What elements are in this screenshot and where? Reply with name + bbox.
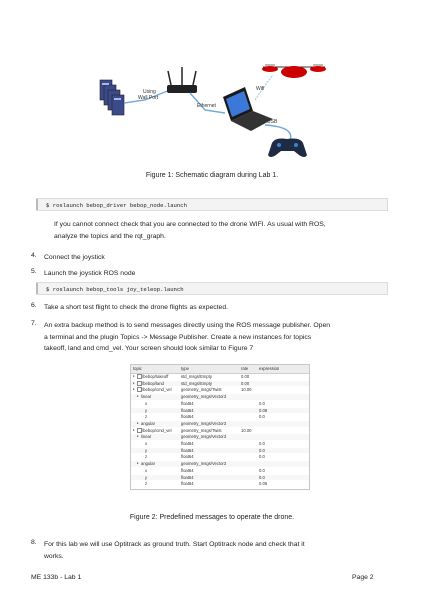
cell-topic: y xyxy=(145,474,148,480)
item-line: An extra backup method is to send messages directly using the ROS message publisher. Open xyxy=(44,322,331,329)
item-test-flight: Take a short test flight to check the drone flights as expected. xyxy=(44,304,228,311)
column-header-expression[interactable]: expression xyxy=(259,366,280,371)
table-row[interactable] xyxy=(131,468,309,474)
item-optitrack xyxy=(44,539,394,562)
cell-topic: y xyxy=(145,447,148,453)
cell-topic: angular xyxy=(141,461,155,467)
expand-arrow-icon[interactable]: ▸ xyxy=(137,434,139,439)
cell-type: float64 xyxy=(181,447,194,453)
code-gutter xyxy=(36,283,38,294)
server-stack-icon xyxy=(100,80,124,115)
cell-type: geometry_msgs/Vector3 xyxy=(181,434,227,440)
code-gutter xyxy=(36,199,38,210)
cell-type: float64 xyxy=(181,414,194,420)
cell-expression[interactable]: 0.0 xyxy=(259,414,265,420)
cell-topic: /bebop/land xyxy=(142,380,164,386)
code-block-joy-teleop xyxy=(36,282,388,295)
table-row[interactable] xyxy=(131,414,309,420)
cell-type: float64 xyxy=(181,441,194,446)
cell-expression[interactable]: 0.0 xyxy=(259,454,265,460)
label-usb: USB xyxy=(267,119,278,125)
table-row[interactable] xyxy=(131,387,309,393)
item-number: 6. xyxy=(31,302,37,309)
code-text: $ roslaunch bebop_tools joy_teleop.launch xyxy=(46,286,184,293)
item-line: works. xyxy=(44,552,64,560)
item-number: 5. xyxy=(31,268,37,275)
cell-type: geometry_msgs/Twist xyxy=(181,427,222,433)
column-header-type[interactable]: type xyxy=(181,366,189,371)
table-row[interactable] xyxy=(131,421,309,427)
cell-type: float64 xyxy=(181,467,194,473)
cell-topic: /bebop/cmd_vel xyxy=(142,387,172,393)
table-row[interactable] xyxy=(131,401,309,407)
expand-arrow-icon[interactable]: ▸ xyxy=(137,394,139,399)
paragraph-line: analyze the topics and the rqt_graph. xyxy=(54,232,166,240)
code-block-bebop-driver xyxy=(36,198,388,211)
item-line: takeoff, land and cmd_vel. Your screen should look similar to Figure 7 xyxy=(44,345,254,352)
router-icon xyxy=(167,67,197,93)
item-line: a terminal and the plugin Topics -> Message Publisher. Create a new instances for topics xyxy=(44,333,312,341)
cell-topic: angular xyxy=(141,420,155,426)
item-line: For this lab we will use Optitrack as ground truth. Start Optitrack node and check that it xyxy=(44,541,305,548)
figure1-caption: Figure 1: Schematic diagram during Lab 1. xyxy=(145,172,279,179)
column-header-rate[interactable]: rate xyxy=(241,366,249,371)
cell-expression[interactable]: 0.08 xyxy=(259,407,268,413)
cell-topic: z xyxy=(145,481,148,487)
table-row[interactable] xyxy=(131,461,309,467)
cell-rate: 10.00 xyxy=(241,387,252,393)
cell-topic: x xyxy=(145,467,148,473)
table-row[interactable] xyxy=(131,394,309,400)
expand-arrow-icon[interactable]: ▸ xyxy=(137,461,139,466)
cell-type: float64 xyxy=(181,474,194,480)
footer-page-number: Page 2 xyxy=(352,574,374,581)
cell-type: float64 xyxy=(181,400,194,406)
gamepad-icon xyxy=(268,139,307,158)
table-row[interactable] xyxy=(131,454,309,460)
cell-topic: /bebop/takeoff xyxy=(142,374,169,379)
cell-expression[interactable]: 0.0 xyxy=(259,400,265,406)
message-publisher-table[interactable] xyxy=(130,364,310,490)
cell-topic: x xyxy=(145,400,148,406)
item-connect-joystick: Connect the joystick xyxy=(44,254,105,261)
expand-arrow-icon[interactable]: ▸ xyxy=(133,427,135,432)
cell-type: float64 xyxy=(181,454,194,460)
item-backup-method xyxy=(44,320,394,355)
table-row[interactable] xyxy=(131,434,309,440)
label-ethernet: Ethernet xyxy=(197,103,216,109)
cell-expression[interactable]: 0.0 xyxy=(259,441,265,446)
network-diagram xyxy=(95,55,335,167)
expand-arrow-icon[interactable]: ▸ xyxy=(133,374,135,378)
paragraph-connect-check xyxy=(54,219,394,242)
cell-type: geometry_msgs/Vector3 xyxy=(181,420,227,426)
cell-topic: /bebop/cmd_vel xyxy=(142,427,172,433)
cell-type: std_msgs/Empty xyxy=(181,380,212,386)
table-row[interactable] xyxy=(131,475,309,481)
table-row[interactable] xyxy=(131,381,309,387)
item-number: 7. xyxy=(31,320,37,327)
label-wifi: Wifi xyxy=(256,86,265,92)
cell-topic: z xyxy=(145,454,148,460)
cell-topic: linear xyxy=(141,394,152,400)
paragraph-line: If you cannot connect check that you are connected to the drone WIFI. As usual with ROS, xyxy=(54,221,326,228)
cell-expression[interactable]: 0.05 xyxy=(259,481,268,487)
label-wall-port: Wall Port xyxy=(138,95,159,101)
cell-expression[interactable]: 0.0 xyxy=(259,447,265,453)
code-text: $ roslaunch bebop_driver bebop_node.launch xyxy=(46,202,187,209)
cell-topic: x xyxy=(145,441,148,446)
cell-rate: 0.00 xyxy=(241,374,250,379)
table-row[interactable] xyxy=(131,441,309,447)
table-header xyxy=(131,365,309,374)
cell-rate: 10.00 xyxy=(241,427,252,433)
expand-arrow-icon[interactable]: ▸ xyxy=(133,387,135,392)
table-row[interactable] xyxy=(131,481,309,487)
column-header-topic[interactable]: topic xyxy=(133,366,142,371)
expand-arrow-icon[interactable]: ▸ xyxy=(137,420,139,425)
cell-type: geometry_msgs/Vector3 xyxy=(181,461,227,467)
cell-type: float64 xyxy=(181,407,194,413)
cell-expression[interactable]: 0.0 xyxy=(259,467,265,473)
cell-type: geometry_msgs/Vector3 xyxy=(181,394,227,400)
cell-type: std_msgs/Empty xyxy=(181,374,212,379)
table-row[interactable] xyxy=(131,408,309,414)
cell-topic: y xyxy=(145,407,148,413)
cell-type: float64 xyxy=(181,481,194,487)
cell-expression[interactable]: 0.0 xyxy=(259,474,265,480)
item-launch-joystick: Launch the joystick ROS node xyxy=(44,270,136,277)
item-number: 4. xyxy=(31,252,37,259)
cell-type: geometry_msgs/Twist xyxy=(181,387,222,393)
cell-topic: linear xyxy=(141,434,152,440)
table-row[interactable] xyxy=(131,428,309,434)
table-row[interactable] xyxy=(131,374,309,380)
label-using: Using xyxy=(143,89,156,95)
figure2-caption: Figure 2: Predefined messages to operate the drone. xyxy=(129,514,295,521)
table-row[interactable] xyxy=(131,448,309,454)
footer-course: ME 133b - Lab 1 xyxy=(31,574,82,581)
cell-rate: 0.00 xyxy=(241,380,250,386)
expand-arrow-icon[interactable]: ▸ xyxy=(133,380,135,385)
cell-topic: z xyxy=(145,414,148,420)
item-number: 8. xyxy=(31,539,37,546)
